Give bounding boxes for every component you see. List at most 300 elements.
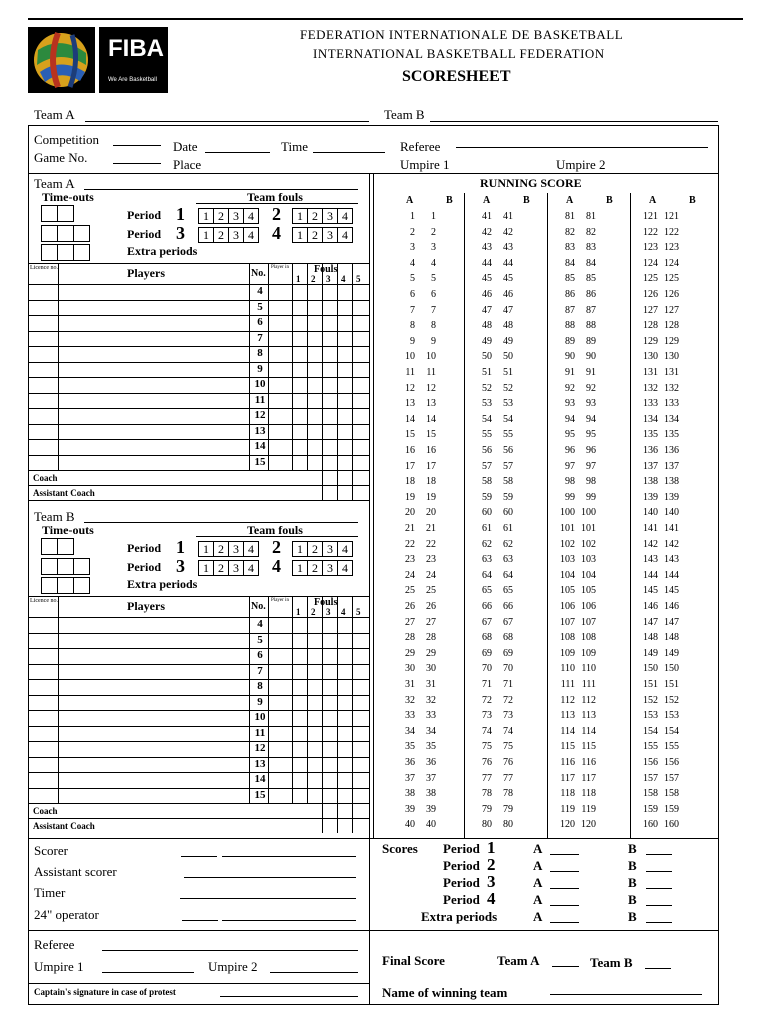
score-period-number: 3 xyxy=(487,872,496,891)
running-score-b-cell: 144 xyxy=(664,569,679,581)
running-score-col-divider xyxy=(630,193,631,838)
extra-a-label: A xyxy=(533,909,543,924)
running-score-b-cell: 55 xyxy=(503,429,513,441)
team-b-team-foul-box: 4 xyxy=(337,560,353,576)
team-b-fouls-header: Fouls xyxy=(314,597,338,608)
team-a-period-number: 2 xyxy=(272,204,281,224)
running-score-b-cell: 28 xyxy=(426,632,436,644)
team-a-col-line xyxy=(292,263,293,470)
running-score-b-cell: 93 xyxy=(586,398,596,410)
running-score-a-cell: 82 xyxy=(565,226,575,238)
running-score-a-cell: 52 xyxy=(482,382,492,394)
team-b-player-number: 14 xyxy=(254,773,266,785)
team-b-player-row-line xyxy=(28,772,370,773)
running-score-b-cell: 152 xyxy=(664,694,679,706)
running-score-a-cell: 65 xyxy=(482,585,492,597)
running-score-b-cell: 111 xyxy=(581,679,596,690)
team-b-col-line xyxy=(307,596,308,803)
team-b-timeout-box xyxy=(41,558,58,575)
running-score-a-cell: 13 xyxy=(405,398,415,410)
running-score-a-cell: 61 xyxy=(482,523,492,534)
team-b-team-foul-box: 3 xyxy=(322,541,338,557)
team-b-player-row-line xyxy=(28,695,370,696)
winning-team-label: Name of winning team xyxy=(382,985,508,1000)
team-a-col-line xyxy=(58,263,59,470)
running-score-a-cell: 115 xyxy=(560,741,575,753)
running-score-b-cell: 46 xyxy=(503,289,513,300)
team-b-player-number: 4 xyxy=(257,618,263,630)
team-b-player-number: 13 xyxy=(254,757,266,770)
team-a-coach-label: Coach xyxy=(33,473,58,483)
running-score-b-cell: 13 xyxy=(426,398,436,410)
fiba-logo xyxy=(99,27,168,93)
team-b-foul-col-number: 4 xyxy=(341,607,346,617)
team-b-team-foul-box: 2 xyxy=(307,560,323,576)
running-score-a-cell: 17 xyxy=(405,460,415,472)
running-score-b-cell: 116 xyxy=(581,757,596,768)
running-score-b-cell: 134 xyxy=(664,413,679,425)
running-score-a-cell: 114 xyxy=(560,725,575,737)
running-score-a-cell: 136 xyxy=(643,445,658,456)
running-score-b-cell: 86 xyxy=(586,289,596,300)
running-score-a-cell: 86 xyxy=(565,289,575,300)
running-score-a-cell: 159 xyxy=(643,803,658,815)
team-b-header-line xyxy=(28,617,370,618)
running-score-b-cell: 117 xyxy=(581,772,596,784)
running-score-b-cell: 104 xyxy=(581,569,596,581)
running-score-b-cell: 80 xyxy=(503,819,513,831)
competition-line xyxy=(113,145,161,146)
team-b-coach-col-line xyxy=(352,803,353,833)
running-score-b-cell: 97 xyxy=(586,460,596,472)
team-a-block-line xyxy=(84,189,358,190)
team-b-timeout-box xyxy=(57,558,74,575)
running-score-b-cell: 121 xyxy=(664,211,679,222)
running-score-b-cell: 89 xyxy=(586,335,596,347)
team-a-team-foul-box: 4 xyxy=(243,208,259,224)
extra-a-line xyxy=(550,922,579,923)
running-score-b-cell: 37 xyxy=(426,772,436,784)
team-b-col-line xyxy=(337,596,338,803)
running-score-a-cell: 123 xyxy=(643,242,658,254)
score-b-line xyxy=(646,905,672,906)
running-score-b-cell: 50 xyxy=(503,351,513,363)
team-a-player-row-line xyxy=(28,393,370,394)
winning-team-line xyxy=(550,994,702,995)
running-score-a-cell: 83 xyxy=(565,242,575,254)
score-period-label: Period xyxy=(443,858,480,873)
running-score-a-cell: 9 xyxy=(410,335,415,347)
running-score-b-cell: 78 xyxy=(503,788,513,800)
running-score-b-cell: 140 xyxy=(664,507,679,519)
running-score-a-cell: 112 xyxy=(560,694,575,706)
running-score-col-a-header: A xyxy=(483,195,491,206)
running-score-b-cell: 54 xyxy=(503,413,513,425)
running-score-b-cell: 98 xyxy=(586,476,596,488)
bottom-referee-line xyxy=(102,950,358,951)
team-b-coach-label: Coach xyxy=(33,806,58,816)
team-b-period-label: Period xyxy=(127,560,161,574)
referee-line xyxy=(456,147,708,148)
officials-divider xyxy=(28,930,719,931)
running-score-a-cell: 147 xyxy=(643,616,658,628)
running-score-b-cell: 47 xyxy=(503,304,513,316)
team-a-label: Team A xyxy=(34,107,75,122)
team-b-player-number: 9 xyxy=(257,695,263,708)
running-score-b-cell: 120 xyxy=(581,819,596,831)
team-b-period-number: 4 xyxy=(272,556,281,576)
team-b-foul-col-number: 5 xyxy=(356,607,361,617)
team-b-player-number: 12 xyxy=(254,742,266,754)
running-score-b-cell: 9 xyxy=(431,335,436,347)
running-score-a-cell: 122 xyxy=(643,226,658,238)
fiba-logo-tagline: We Are Basketball xyxy=(108,77,157,83)
running-score-a-cell: 97 xyxy=(565,460,575,472)
running-score-b-cell: 4 xyxy=(431,257,436,269)
competition-label: Competition xyxy=(34,132,99,147)
running-score-a-cell: 55 xyxy=(482,429,492,441)
running-score-a-cell: 132 xyxy=(643,382,658,394)
running-score-b-cell: 21 xyxy=(426,523,436,534)
date-line xyxy=(205,152,270,153)
running-score-a-cell: 103 xyxy=(560,554,575,566)
running-score-b-cell: 105 xyxy=(581,585,596,597)
place-label: Place xyxy=(173,157,202,172)
bottom-divider xyxy=(28,838,719,839)
running-score-a-cell: 32 xyxy=(405,694,415,706)
team-a-col-line xyxy=(249,263,250,470)
running-score-b-cell: 106 xyxy=(581,601,596,612)
running-score-a-cell: 54 xyxy=(482,413,492,425)
running-score-a-cell: 39 xyxy=(405,803,415,815)
team-b-team-foul-box: 4 xyxy=(243,541,259,557)
team-b-licence-header: Licence no. xyxy=(30,598,58,604)
running-score-a-cell: 28 xyxy=(405,632,415,644)
team-b-player-number: 7 xyxy=(257,664,263,677)
running-score-b-cell: 142 xyxy=(664,538,679,550)
running-score-b-cell: 40 xyxy=(426,819,436,831)
team-b-player-number: 11 xyxy=(254,726,266,739)
team-a-player-number: 11 xyxy=(254,393,266,406)
running-score-a-cell: 59 xyxy=(482,491,492,503)
running-score-a-cell: 44 xyxy=(482,257,492,269)
running-score-b-cell: 157 xyxy=(664,772,679,784)
running-score-a-cell: 15 xyxy=(405,429,415,441)
running-score-a-cell: 146 xyxy=(643,601,658,612)
team-b-team-foul-box: 4 xyxy=(243,560,259,576)
running-score-a-cell: 27 xyxy=(405,616,415,628)
team-b-team-foul-box: 4 xyxy=(337,541,353,557)
team-a-player-row-line xyxy=(28,346,370,347)
team-b-player-number: 10 xyxy=(254,711,266,723)
team-b-foul-col-number: 1 xyxy=(296,607,301,617)
running-score-a-cell: 118 xyxy=(560,788,575,800)
bottom-umpire2-label: Umpire 2 xyxy=(208,959,258,974)
running-score-a-cell: 152 xyxy=(643,694,658,706)
team-a-player-in-header: Player in xyxy=(271,265,289,270)
score-a-label: A xyxy=(533,841,543,856)
running-score-b-cell: 107 xyxy=(581,616,596,628)
running-score-a-cell: 154 xyxy=(643,725,658,737)
running-score-a-cell: 76 xyxy=(482,757,492,768)
running-score-b-cell: 53 xyxy=(503,398,513,410)
team-a-timeout-box xyxy=(57,225,74,242)
team-b-col-line xyxy=(322,596,323,803)
federation-name-en: INTERNATIONAL BASKETBALL FEDERATION xyxy=(313,46,605,61)
team-b-period-number: 1 xyxy=(176,537,185,557)
team-a-team-foul-box: 1 xyxy=(198,227,214,243)
running-score-a-cell: 8 xyxy=(410,320,415,332)
running-score-a-cell: 84 xyxy=(565,257,575,269)
running-score-b-cell: 95 xyxy=(586,429,596,441)
team-a-team-foul-box: 1 xyxy=(292,227,308,243)
running-score-b-cell: 15 xyxy=(426,429,436,441)
team-a-player-number: 12 xyxy=(254,409,266,421)
team-a-player-number: 10 xyxy=(254,378,266,390)
running-score-b-cell: 7 xyxy=(431,304,436,316)
running-score-b-cell: 33 xyxy=(426,710,436,722)
timer-line xyxy=(180,898,356,899)
team-b-team-foul-box: 2 xyxy=(307,541,323,557)
team-b-team-foul-box: 3 xyxy=(228,560,244,576)
running-score-col-b-header: B xyxy=(523,195,530,206)
running-score-a-cell: 20 xyxy=(405,507,415,519)
running-score-b-cell: 126 xyxy=(664,289,679,300)
team-a-player-number: 9 xyxy=(257,362,263,375)
running-score-a-cell: 46 xyxy=(482,289,492,300)
running-score-col-b-header: B xyxy=(606,195,613,206)
bottom-umpire1-line xyxy=(102,972,194,973)
running-score-b-cell: 109 xyxy=(581,647,596,659)
running-score-a-cell: 16 xyxy=(405,445,415,456)
team-b-team-foul-box: 3 xyxy=(322,560,338,576)
running-score-a-cell: 75 xyxy=(482,741,492,753)
running-score-a-cell: 64 xyxy=(482,569,492,581)
running-score-b-cell: 91 xyxy=(586,367,596,378)
extra-b-label: B xyxy=(628,909,637,924)
team-a-player-number: 13 xyxy=(254,424,266,437)
running-score-b-cell: 2 xyxy=(431,226,436,238)
running-score-a-cell: 124 xyxy=(643,257,658,269)
running-score-a-cell: 150 xyxy=(643,663,658,675)
running-score-b-cell: 67 xyxy=(503,616,513,628)
running-score-b-cell: 35 xyxy=(426,741,436,753)
running-score-b-cell: 27 xyxy=(426,616,436,628)
running-score-a-cell: 88 xyxy=(565,320,575,332)
running-score-a-cell: 73 xyxy=(482,710,492,722)
score-period-label: Period xyxy=(443,841,480,856)
team-a-fouls-header: Fouls xyxy=(314,264,338,275)
running-score-a-cell: 145 xyxy=(643,585,658,597)
fiba-logo-text: FIBA xyxy=(108,35,164,62)
bottom-umpire1-label: Umpire 1 xyxy=(34,959,84,974)
running-score-b-cell: 68 xyxy=(503,632,513,644)
shot-clock-operator-label: 24" operator xyxy=(34,907,99,922)
time-label: Time xyxy=(281,139,308,154)
running-score-a-cell: 69 xyxy=(482,647,492,659)
running-score-b-cell: 19 xyxy=(426,491,436,503)
running-score-a-cell: 130 xyxy=(643,351,658,363)
timer-label: Timer xyxy=(34,885,66,900)
running-score-b-cell: 1 xyxy=(431,211,436,222)
team-a-player-row-line xyxy=(28,439,370,440)
team-b-player-number: 5 xyxy=(257,633,263,646)
running-score-col-b-header: B xyxy=(689,195,696,206)
team-a-timeout-box xyxy=(73,244,90,261)
running-score-a-cell: 26 xyxy=(405,601,415,612)
team-b-player-row-line xyxy=(28,726,370,727)
score-b-line xyxy=(646,854,672,855)
running-score-b-cell: 108 xyxy=(581,632,596,644)
team-a-timeout-box xyxy=(57,244,74,261)
running-score-b-cell: 119 xyxy=(581,803,596,815)
team-a-coach-col-line xyxy=(337,470,338,500)
running-score-a-cell: 95 xyxy=(565,429,575,441)
running-score-b-cell: 3 xyxy=(431,242,436,254)
running-score-b-cell: 59 xyxy=(503,491,513,503)
center-divider-2 xyxy=(373,173,374,838)
running-score-a-cell: 156 xyxy=(643,757,658,768)
running-score-a-cell: 5 xyxy=(410,273,415,285)
team-a-period-number: 4 xyxy=(272,223,281,243)
umpire2-label: Umpire 2 xyxy=(556,157,606,172)
final-team-a-line xyxy=(552,966,579,967)
team-b-timeout-box xyxy=(57,538,74,555)
running-score-a-cell: 94 xyxy=(565,413,575,425)
running-score-a-cell: 57 xyxy=(482,460,492,472)
running-score-b-cell: 82 xyxy=(586,226,596,238)
running-score-b-cell: 151 xyxy=(664,679,679,690)
running-score-a-cell: 133 xyxy=(643,398,658,410)
team-a-foul-col-number: 3 xyxy=(326,274,331,284)
running-score-b-cell: 153 xyxy=(664,710,679,722)
running-score-b-cell: 63 xyxy=(503,554,513,566)
game-no-line xyxy=(113,163,161,164)
team-b-team-foul-box: 1 xyxy=(292,541,308,557)
running-score-b-cell: 125 xyxy=(664,273,679,285)
team-a-player-row-line xyxy=(28,362,370,363)
team-b-players-header: Players xyxy=(127,599,165,613)
running-score-a-cell: 50 xyxy=(482,351,492,363)
score-period-label: Period xyxy=(443,892,480,907)
team-b-header-inner xyxy=(249,596,250,617)
running-score-b-cell: 135 xyxy=(664,429,679,441)
running-score-a-cell: 47 xyxy=(482,304,492,316)
running-score-b-cell: 85 xyxy=(586,273,596,285)
running-score-b-cell: 141 xyxy=(664,523,679,534)
running-score-a-cell: 19 xyxy=(405,491,415,503)
running-score-a-cell: 148 xyxy=(643,632,658,644)
running-score-a-cell: 66 xyxy=(482,601,492,612)
protest-divider xyxy=(28,983,370,984)
running-score-a-cell: 119 xyxy=(560,803,575,815)
running-score-b-cell: 99 xyxy=(586,491,596,503)
running-score-b-cell: 44 xyxy=(503,257,513,269)
running-score-b-cell: 32 xyxy=(426,694,436,706)
running-score-a-cell: 121 xyxy=(643,211,658,222)
running-score-b-cell: 64 xyxy=(503,569,513,581)
running-score-b-cell: 150 xyxy=(664,663,679,675)
running-score-b-cell: 17 xyxy=(426,460,436,472)
team-a-player-row-line xyxy=(28,470,370,471)
running-score-a-cell: 143 xyxy=(643,554,658,566)
running-score-b-cell: 129 xyxy=(664,335,679,347)
team-a-team-foul-box: 1 xyxy=(292,208,308,224)
score-a-label: A xyxy=(533,875,543,890)
team-a-team-foul-box: 3 xyxy=(322,208,338,224)
team-b-col-line xyxy=(352,596,353,803)
score-period-number: 4 xyxy=(487,889,496,908)
running-score-a-cell: 134 xyxy=(643,413,658,425)
federation-name-fr: FEDERATION INTERNATIONALE DE BASKETBALL xyxy=(300,27,624,42)
team-a-period-label: Period xyxy=(127,208,161,222)
running-score-b-cell: 137 xyxy=(664,460,679,472)
running-score-b-cell: 65 xyxy=(503,585,513,597)
running-score-a-cell: 128 xyxy=(643,320,658,332)
running-score-a-cell: 43 xyxy=(482,242,492,254)
running-score-a-cell: 142 xyxy=(643,538,658,550)
running-score-a-cell: 101 xyxy=(560,523,575,534)
running-score-a-cell: 144 xyxy=(643,569,658,581)
running-score-a-cell: 109 xyxy=(560,647,575,659)
team-b-player-number: 8 xyxy=(257,680,263,692)
running-score-b-cell: 148 xyxy=(664,632,679,644)
running-score-a-cell: 104 xyxy=(560,569,575,581)
team-b-team-foul-box: 2 xyxy=(213,560,229,576)
team-b-period-number: 2 xyxy=(272,537,281,557)
score-b-line xyxy=(646,888,672,889)
running-score-a-cell: 108 xyxy=(560,632,575,644)
running-score-b-cell: 41 xyxy=(503,211,513,222)
extra-b-line xyxy=(646,922,672,923)
team-a-team-foul-box: 2 xyxy=(213,208,229,224)
running-score-a-cell: 63 xyxy=(482,554,492,566)
game-no-label: Game No. xyxy=(34,150,88,165)
running-score-a-cell: 153 xyxy=(643,710,658,722)
final-team-a-label: Team A xyxy=(497,953,540,968)
running-score-b-cell: 11 xyxy=(426,367,436,378)
running-score-a-cell: 89 xyxy=(565,335,575,347)
running-score-b-cell: 127 xyxy=(664,304,679,316)
score-a-line xyxy=(550,854,579,855)
top-rule xyxy=(28,18,743,20)
team-a-no-header: No. xyxy=(251,268,266,279)
team-a-player-number: 7 xyxy=(257,331,263,344)
running-score-b-cell: 113 xyxy=(581,710,596,722)
running-score-a-cell: 33 xyxy=(405,710,415,722)
team-b-player-row-line xyxy=(28,757,370,758)
running-score-a-cell: 98 xyxy=(565,476,575,488)
running-score-b-cell: 61 xyxy=(503,523,513,534)
score-a-line xyxy=(550,905,579,906)
team-a-timeout-box xyxy=(57,205,74,222)
running-score-a-cell: 81 xyxy=(565,211,575,222)
running-score-b-cell: 156 xyxy=(664,757,679,768)
running-score-a-cell: 129 xyxy=(643,335,658,347)
running-score-a-cell: 38 xyxy=(405,788,415,800)
team-a-col-line xyxy=(352,263,353,470)
running-score-a-cell: 30 xyxy=(405,663,415,675)
team-a-timeout-box xyxy=(73,225,90,242)
final-team-b-line xyxy=(645,968,671,969)
running-score-a-cell: 105 xyxy=(560,585,575,597)
running-score-b-cell: 71 xyxy=(503,679,513,690)
team-a-player-row-line xyxy=(28,424,370,425)
score-b-label: B xyxy=(628,841,637,856)
protest-label: Captain's signature in case of protest xyxy=(34,987,176,997)
team-b-player-number: 15 xyxy=(254,788,266,801)
team-a-coach-line xyxy=(28,485,370,486)
